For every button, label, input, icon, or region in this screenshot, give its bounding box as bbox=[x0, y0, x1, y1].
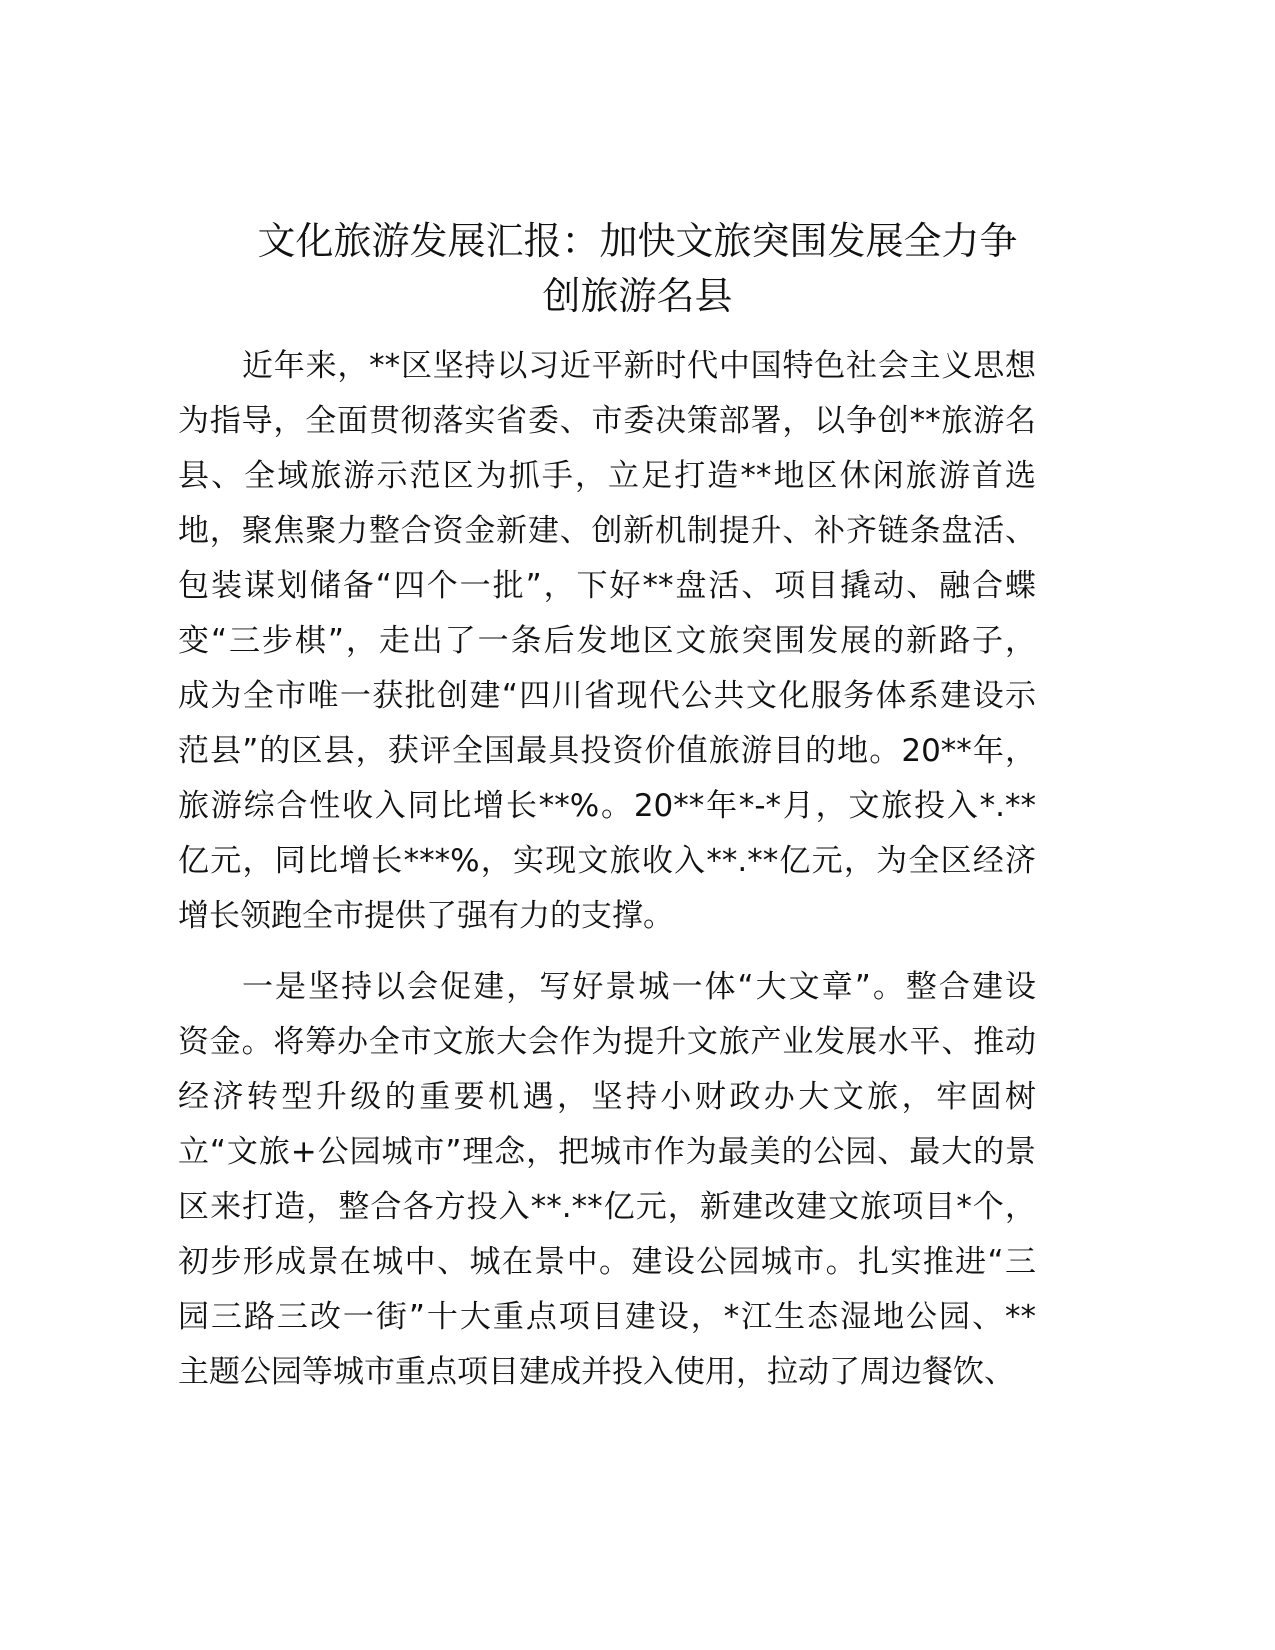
paragraph-section-one bbox=[178, 960, 1036, 1400]
text-line: 旅游综合性收入同比增长**%。20**年*-*月，文旅投入*.** bbox=[178, 788, 1036, 824]
text-line: 为指导，全面贯彻落实省委、市委决策部署，以争创**旅游名 bbox=[178, 403, 1036, 439]
text-line: 增长领跑全市提供了强有力的支撑。 bbox=[178, 898, 674, 934]
text-line: 范县”的区县，获评全国最具投资价值旅游目的地。20**年， bbox=[178, 733, 1036, 769]
text-line: 一是坚持以会促建，写好景城一体“大文章”。整合建设 bbox=[242, 969, 1036, 1005]
text-line: 近年来，**区坚持以习近平新时代中国特色社会主义思想 bbox=[242, 348, 1036, 384]
text-line: 区来打造，整合各方投入**.**亿元，新建改建文旅项目*个， bbox=[178, 1189, 1036, 1225]
text-line: 县、全域旅游示范区为抓手，立足打造**地区休闲旅游首选 bbox=[178, 458, 1036, 494]
text-line: 园三路三改一街”十大重点项目建设，*江生态湿地公园、** bbox=[178, 1299, 1036, 1335]
text-line: 主题公园等城市重点项目建成并投入使用，拉动了周边餐饮、 bbox=[178, 1354, 1015, 1390]
paragraph-intro bbox=[178, 339, 1036, 944]
text-line: 资金。将筹办全市文旅大会作为提升文旅产业发展水平、推动 bbox=[178, 1024, 1036, 1060]
document-title bbox=[150, 214, 1125, 324]
text-line: 亿元，同比增长***%，实现文旅收入**.**亿元，为全区经济 bbox=[178, 843, 1036, 879]
text-line: 变“三步棋”，走出了一条后发地区文旅突围发展的新路子， bbox=[178, 623, 1036, 659]
text-line: 经济转型升级的重要机遇，坚持小财政办大文旅，牢固树 bbox=[178, 1079, 1036, 1115]
text-line: 包装谋划储备“四个一批”，下好**盘活、项目撬动、融合蝶 bbox=[178, 568, 1036, 604]
title-line: 创旅游名县 bbox=[542, 274, 733, 318]
text-line: 立“文旅+公园城市”理念，把城市作为最美的公园、最大的景 bbox=[178, 1134, 1036, 1170]
text-line: 初步形成景在城中、城在景中。建设公园城市。扎实推进“三 bbox=[178, 1244, 1036, 1280]
text-line: 地，聚焦聚力整合资金新建、创新机制提升、补齐链条盘活、 bbox=[178, 513, 1036, 549]
text-line: 成为全市唯一获批创建“四川省现代公共文化服务体系建设示 bbox=[178, 678, 1036, 714]
title-line: 文化旅游发展汇报：加快文旅突围发展全力争 bbox=[257, 219, 1018, 263]
